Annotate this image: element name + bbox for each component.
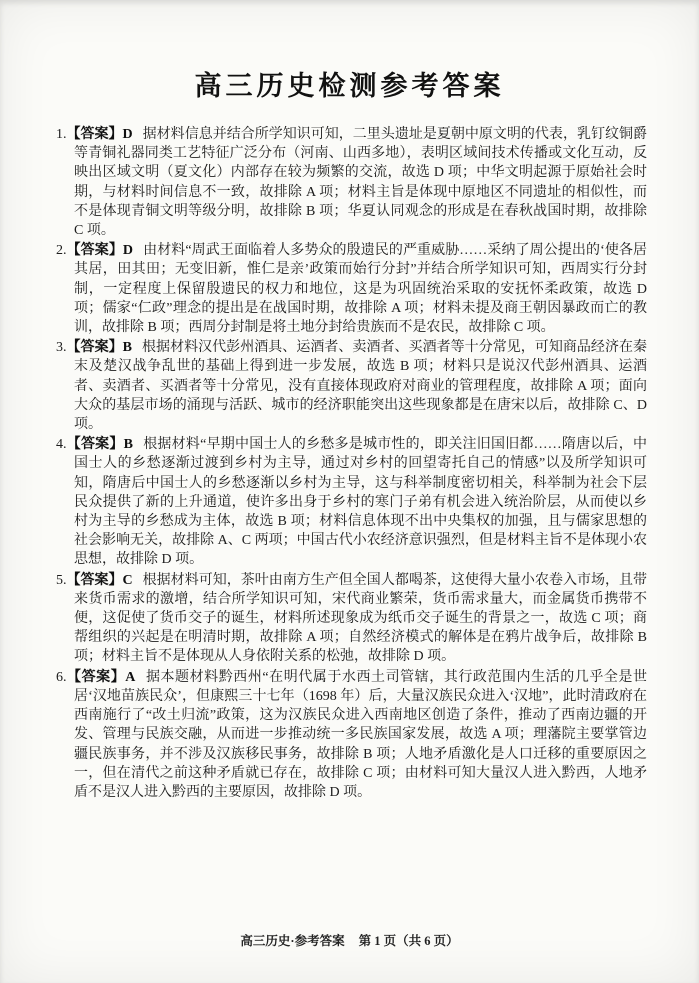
page-footer [0,931,699,949]
answer-label: 【答案】B [66,340,132,356]
answer-number: 3. [56,340,67,356]
answer-item-2 [56,241,647,337]
answer-label: 【答案】B [66,437,133,453]
answer-text: 根据材料可知，茶叶由南方生产但全国人都喝茶，这使得大量小农卷入市场，且带来货币需求的激增，结合所学知识可知，宋代商业繁荣，货币需求量大，而金属货币携带不便，这促使了货币交子的诞生，材料所述现象成为纸币交子诞生的背景之一，故选 C 项；商帮组织的兴起是在明清时期，故排除 A 项；自然经济模式的解体是在鸦片战争后，故排除 B 项；材料主旨不是体现从人身依附关系的松弛，故排除 D 项。 [74,572,647,665]
answer-number: 4. [56,437,67,453]
answer-label: 【答案】A [66,669,136,685]
answer-item-3 [56,338,647,434]
answer-text: 根据材料“早期中国士人的乡愁多是城市性的，即关注旧国旧都……隋唐以后，中国士人的乡愁逐渐过渡到乡村为主导，通过对乡村的回望寄托自己的情感”以及所学知识可知，隋唐后中国士人的乡愁逐渐以乡村为主导，这与科举制度密切相关，科举制为社会下层民众提供了新的上升通道，使许多出身于乡村的寒门子弟有机会进入统治阶层，从而使以乡村为主导的乡愁成为主体，故选 B 项；材料信息体现不出中央集权的加强，且与儒家思想的社会影响无关，故排除 A、C 两项；中国古代小农经济意识强烈，但是材料主旨不是体现小农思想，故排除 D 项。 [74,437,648,568]
answer-label: 【答案】D [66,127,133,142]
answer-number: 6. [56,669,67,685]
footer-page-number: 第 1 页（共 6 页） [358,934,459,948]
answer-label: 【答案】D [66,243,134,259]
footer-doc-title: 高三历史·参考答案 [240,934,345,948]
answer-number: 1. [56,127,67,142]
page-title: 高三历史检测参考答案 [194,71,505,101]
answer-item-6 [56,668,647,802]
answer-text: 根据材料汉代彭州酒具、运酒者、卖酒者、买酒者等十分常见，可知商品经济在秦末及楚汉战争乱世的基础上得到进一步发展，故选 B 项；材料只是说汉代彭州酒具、运酒者、卖酒者、买酒者等十分常见，没有直接体现政府对商业的管理程度，故排除 A 项；面向大众的基层市场的涌现与活跃、城市的经济职能突出这些现象都是在唐宋以后，故排除 C、D 项。 [74,340,647,433]
answer-item-4 [56,435,647,569]
answer-item-1 [56,125,647,240]
answer-item-5 [56,571,647,667]
answer-text: 由材料“周武王面临着人多势众的殷遗民的严重威胁……采纳了周公提出的‘使各居其居，田其田；无变旧新，惟仁是亲’政策而始行分封”并结合所学知识可知，西周实行分封制，一定程度上保留殷遗民的权力和地位，这是为巩固统治采取的安抚怀柔政策，故选 D 项；儒家“仁政”理念的提出是在战国时期，故排除 A 项；材料未提及商王朝因暴政而亡的教训，故排除 B 项；西周分封制是将土地分封给贵族而不是农民，故排除 C 项。 [74,243,647,336]
answers-content [56,125,647,802]
answer-text: 据本题材料黔西州“在明代属于水西土司管辖，其行政范围内生活的几乎全是世居‘汉地苗族民众’，但康熙三十七年（1698 年）后，大量汉族民众进入‘汉地”，此时清政府在西南施行了“改土归流”政策，这为汉族民众进入西南地区创造了条件，推动了西南边疆的开发、管理与民族交融，从而进一步推动统一多民族国家发展，故选 A 项；理藩院主要掌管边疆民族事务，并不涉及汉族移民事务，故排除 B 项；人地矛盾激化是人口迁移的重要原因之一，但在清代之前这种矛盾就已存在，故排除 C 项；由材料可知大量汉人进入黔西，人地矛盾不是汉人进入黔西的主要原因，故排除 D 项。 [74,669,647,800]
answer-number: 2. [56,243,67,259]
answer-text: 据材料信息并结合所学知识可知，二里头遗址是夏朝中原文明的代表，乳钉纹铜爵等青铜礼器同类工艺特征广泛分布（河南、山西多地），表明区域间技术传播或文化互动，反映出区域文明（夏文化）内部存在较为频繁的交流，故选 D 项；中华文明起源于原始社会时期，与材料时间信息不一致，故排除 A 项；材料主旨是体现中原地区不同遗址的相似性，而不是体现青铜文明等级分明，故排除 B 项；华夏认同观念的形成是在春秋战国时期，故排除 C 项。 [74,127,647,239]
answer-label: 【答案】C [66,572,133,588]
answer-number: 5. [56,572,67,588]
